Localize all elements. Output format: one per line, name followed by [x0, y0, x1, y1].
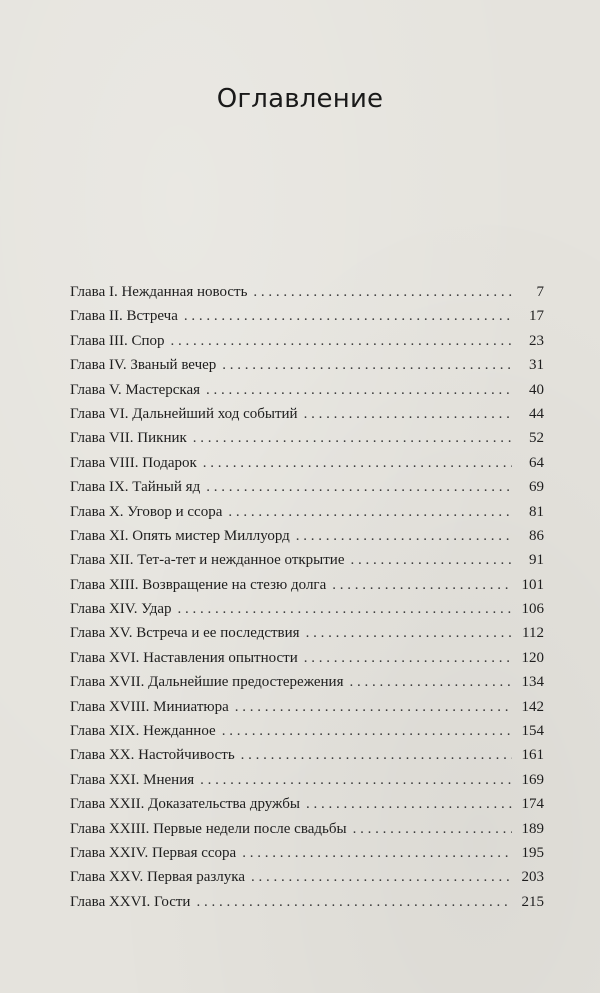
toc-page-number: 44 [529, 405, 544, 422]
toc-entry [70, 475, 544, 499]
toc-page-number: 142 [521, 698, 544, 715]
toc-page-number: 112 [522, 625, 544, 642]
toc-entry [70, 573, 544, 597]
toc-chapter-title: Глава III. Спор [70, 332, 165, 349]
toc-entry [70, 792, 544, 816]
toc-chapter-title: Глава VIII. Подарок [70, 454, 197, 471]
dot-leader [306, 792, 512, 816]
dot-leader [351, 548, 513, 572]
dot-leader [349, 670, 512, 694]
toc-entry [70, 524, 544, 548]
toc-page-number: 91 [529, 552, 544, 569]
toc-page-number: 161 [521, 747, 544, 764]
toc-chapter-title: Глава XVII. Дальнейшие предостережения [70, 674, 344, 691]
toc-page-number: 154 [521, 723, 544, 740]
toc-page-number: 86 [529, 527, 544, 544]
dot-leader [193, 426, 512, 450]
toc-page-number: 64 [529, 454, 544, 471]
toc-chapter-title: Глава XX. Настойчивость [70, 747, 235, 764]
toc-chapter-title: Глава VII. Пикник [70, 430, 187, 447]
dot-leader [222, 719, 512, 743]
toc-entry [70, 743, 544, 767]
toc-page-number: 101 [521, 576, 544, 593]
toc-page-number: 215 [521, 893, 544, 910]
dot-leader [178, 597, 512, 621]
dot-leader [332, 573, 512, 597]
dot-leader [222, 353, 512, 377]
toc-entry [70, 280, 544, 304]
dot-leader [184, 304, 512, 328]
dot-leader [253, 280, 512, 304]
dot-leader [203, 451, 512, 475]
toc-page-number: 195 [521, 844, 544, 861]
dot-leader [353, 817, 512, 841]
toc-page-number: 40 [529, 381, 544, 398]
toc-page-number: 174 [521, 796, 544, 813]
dot-leader [242, 841, 512, 865]
toc-entry [70, 597, 544, 621]
toc-entry [70, 500, 544, 524]
toc-entry [70, 670, 544, 694]
toc-page-number: 23 [529, 332, 544, 349]
toc-entry [70, 353, 544, 377]
toc-entry [70, 548, 544, 572]
toc-entry [70, 841, 544, 865]
toc-page-number: 31 [529, 357, 544, 374]
dot-leader [235, 695, 512, 719]
toc-chapter-title: Глава IX. Тайный яд [70, 479, 201, 496]
dot-leader [206, 475, 512, 499]
toc-chapter-title: Глава XVI. Наставления опытности [70, 649, 298, 666]
toc-chapter-title: Глава XV. Встреча и ее последствия [70, 625, 300, 642]
dot-leader [296, 524, 512, 548]
toc-chapter-title: Глава VI. Дальнейший ход событий [70, 405, 298, 422]
toc-entry [70, 890, 544, 914]
toc-page-number: 189 [521, 820, 544, 837]
toc-page-number: 81 [529, 503, 544, 520]
toc-chapter-title: Глава XI. Опять мистер Миллуорд [70, 527, 290, 544]
toc-entry [70, 329, 544, 353]
toc-page-number: 120 [521, 649, 544, 666]
toc-entry [70, 621, 544, 645]
toc-page-number: 52 [529, 430, 544, 447]
toc-chapter-title: Глава XXVI. Гости [70, 893, 191, 910]
toc-chapter-title: Глава IV. Званый вечер [70, 357, 217, 374]
toc-chapter-title: Глава XIV. Удар [70, 601, 172, 618]
toc-chapter-title: Глава XXI. Мнения [70, 771, 195, 788]
dot-leader [306, 621, 512, 645]
toc-entry [70, 646, 544, 670]
dot-leader [206, 378, 512, 402]
toc-entry [70, 768, 544, 792]
dot-leader [304, 402, 512, 426]
dot-leader [304, 646, 512, 670]
dot-leader [171, 329, 513, 353]
toc-chapter-title: Глава XXIII. Первые недели после свадьбы [70, 820, 347, 837]
toc-entry [70, 402, 544, 426]
toc-chapter-title: Глава X. Уговор и ссора [70, 503, 223, 520]
page-title: Оглавление [216, 84, 384, 114]
toc-entry [70, 426, 544, 450]
toc-chapter-title: Глава XII. Тет-а-тет и нежданное открытие [70, 552, 345, 569]
toc-chapter-title: Глава XXV. Первая разлука [70, 869, 246, 886]
toc-page-number: 134 [521, 674, 544, 691]
toc-chapter-title: Глава V. Мастерская [70, 381, 201, 398]
table-of-contents [70, 280, 544, 914]
toc-page-number: 17 [529, 308, 544, 325]
toc-entry [70, 451, 544, 475]
toc-entry [70, 378, 544, 402]
toc-entry [70, 817, 544, 841]
dot-leader [196, 890, 512, 914]
toc-page-number: 7 [536, 284, 544, 300]
toc-entry [70, 304, 544, 328]
toc-entry [70, 865, 544, 889]
toc-chapter-title: Глава XXII. Доказательства дружбы [70, 796, 300, 813]
dot-leader [200, 768, 512, 792]
toc-chapter-title: Глава II. Встреча [70, 308, 178, 325]
dot-leader [251, 865, 512, 889]
dot-leader [228, 500, 512, 524]
toc-chapter-title: Глава XXIV. Первая ссора [70, 844, 237, 861]
toc-chapter-title: Глава XIII. Возвращение на стезю долга [70, 576, 327, 593]
dot-leader [241, 743, 512, 767]
toc-page-number: 203 [521, 869, 544, 886]
toc-page-number: 169 [521, 771, 544, 788]
toc-entry [70, 695, 544, 719]
toc-page-number: 106 [521, 601, 544, 618]
toc-chapter-title: Глава I. Нежданная новость [70, 284, 248, 300]
toc-chapter-title: Глава XIX. Нежданное [70, 723, 216, 740]
toc-entry [70, 719, 544, 743]
toc-chapter-title: Глава XVIII. Миниатюра [70, 698, 229, 715]
toc-page-number: 69 [529, 479, 544, 496]
